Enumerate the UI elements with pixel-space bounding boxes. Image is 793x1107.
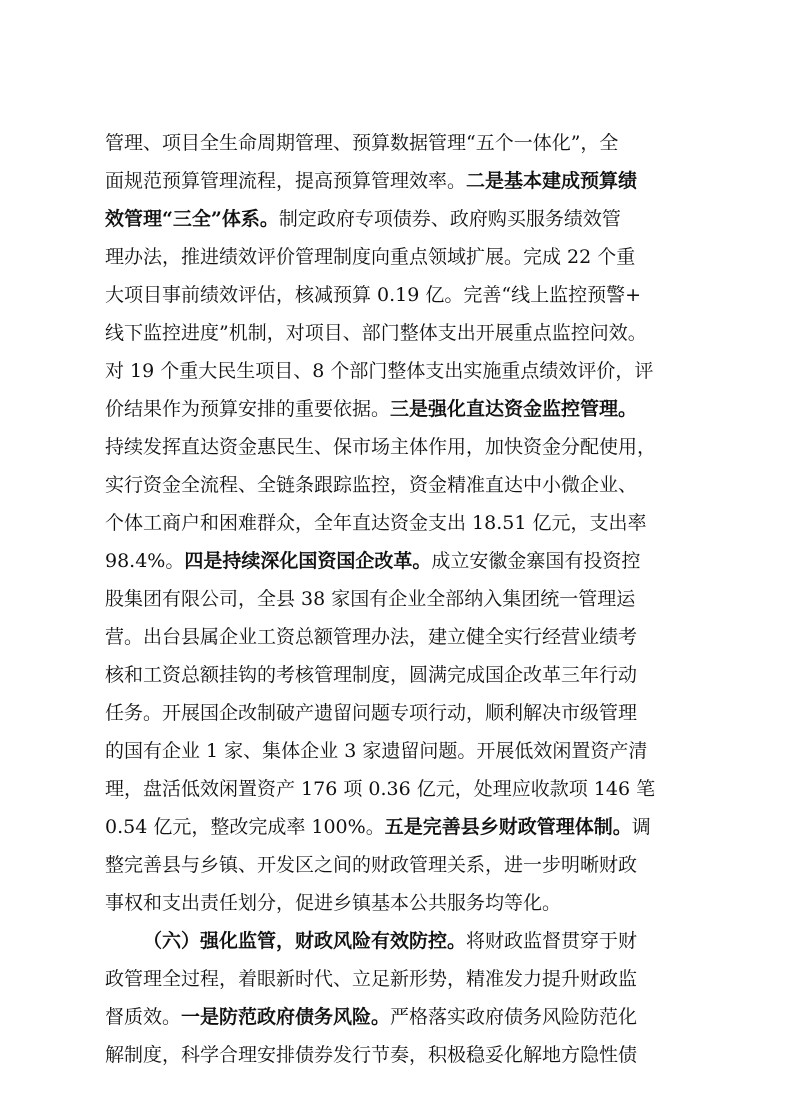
- text-span: 将财政监督贯穿于财: [466, 930, 638, 952]
- text-line-2: [105, 162, 695, 200]
- text-span: 线下监控进度”机制，对项目、部门整体支出开展重点监控问效。: [105, 322, 647, 344]
- text-span: 98.4%。: [105, 550, 185, 572]
- text-line-10: [105, 466, 695, 504]
- text-span: 制定政府专项债券、政府购买服务绩效管: [278, 208, 621, 230]
- bold-heading-span: 四是持续深化国资国企改革。: [184, 550, 432, 572]
- text-line-8: [105, 390, 695, 428]
- text-span: 价结果作为预算安排的重要依据。: [105, 398, 391, 420]
- text-span: 任务。开展国企改制破产遗留问题专项行动，顺利解决市级管理: [105, 702, 638, 724]
- bold-heading-span: 二是基本建成预算绩: [466, 170, 638, 192]
- text-span: 政管理全过程，着眼新时代、立足新形势，精准发力提升财政监: [105, 968, 638, 990]
- text-span: 面规范预算管理流程，提高预算管理效率。: [105, 170, 467, 192]
- text-line-18: [105, 770, 695, 808]
- text-line-6: [105, 314, 695, 352]
- text-span: 实行资金全流程、全链条跟踪监控，资金精准直达中小微企业、: [105, 474, 638, 496]
- text-line-24: [105, 998, 695, 1036]
- section-heading-span: （六）强化监管，财政风险有效防控。: [143, 930, 467, 952]
- text-line-9: [105, 428, 695, 466]
- text-span: 持续发挥直达资金惠民生、保市场主体作用，加快资金分配使用，: [105, 436, 657, 458]
- text-line-4: [105, 238, 695, 276]
- text-line-7: [105, 352, 695, 390]
- body-text: [105, 124, 695, 1074]
- text-span: 理，盘活低效闲置资产 176 项 0.36 亿元，处理应收款项 146 笔: [105, 778, 656, 800]
- text-span: 整完善县与乡镇、开发区之间的财政管理关系，进一步明晰财政: [105, 854, 638, 876]
- text-span: 0.54 亿元，整改完成率 100%。: [105, 816, 385, 838]
- text-span: 调: [631, 816, 651, 838]
- text-line-15: [105, 656, 695, 694]
- text-span: 大项目事前绩效评估，核减预算 0.19 亿。完善“线上监控预警+: [105, 284, 642, 306]
- bold-heading-span: 一是防范政府债务风险。: [181, 1006, 391, 1028]
- text-span: 成立安徽金寨国有投资控: [431, 550, 641, 572]
- text-line-25: [105, 1036, 695, 1074]
- text-line-22: [105, 922, 695, 960]
- text-span: 管理、项目全生命周期管理、预算数据管理“五个一体化”，全: [105, 132, 619, 154]
- bold-heading-span: 五是完善县乡财政管理体制。: [384, 816, 632, 838]
- text-line-17: [105, 732, 695, 770]
- text-line-16: [105, 694, 695, 732]
- bold-heading-span: 三是强化直达资金监控管理。: [390, 398, 638, 420]
- text-span: 的国有企业 1 家、集体企业 3 家遗留问题。开展低效闲置资产清: [105, 740, 648, 762]
- text-span: 理办法，推进绩效评价管理制度向重点领域扩展。完成 22 个重: [105, 246, 636, 268]
- bold-heading-span: 效管理“三全”体系。: [105, 208, 279, 230]
- text-line-19: [105, 808, 695, 846]
- text-line-21: [105, 884, 695, 922]
- text-line-5: [105, 276, 695, 314]
- text-span: 个体工商户和困难群众，全年直达资金支出 18.51 亿元，支出率: [105, 512, 647, 534]
- text-span: 督质效。: [105, 1006, 182, 1028]
- text-span: 对 19 个重大民生项目、8 个部门整体支出实施重点绩效评价，评: [105, 360, 654, 382]
- text-span: 核和工资总额挂钩的考核管理制度，圆满完成国企改革三年行动: [105, 664, 638, 686]
- text-line-12: [105, 542, 695, 580]
- text-span: 严格落实政府债务风险防范化: [390, 1006, 638, 1028]
- text-line-13: [105, 580, 695, 618]
- text-span: 股集团有限公司，全县 38 家国有企业全部纳入集团统一管理运: [105, 588, 636, 610]
- text-line-11: [105, 504, 695, 542]
- text-line-1: [105, 124, 695, 162]
- text-line-23: [105, 960, 695, 998]
- text-line-14: [105, 618, 695, 656]
- text-line-3: [105, 200, 695, 238]
- text-line-20: [105, 846, 695, 884]
- text-span: 营。出台县属企业工资总额管理办法，建立健全实行经营业绩考: [105, 626, 638, 648]
- text-span: 事权和支出责任划分，促进乡镇基本公共服务均等化。: [105, 892, 562, 914]
- text-span: 解制度，科学合理安排债券发行节奏，积极稳妥化解地方隐性债: [105, 1044, 638, 1066]
